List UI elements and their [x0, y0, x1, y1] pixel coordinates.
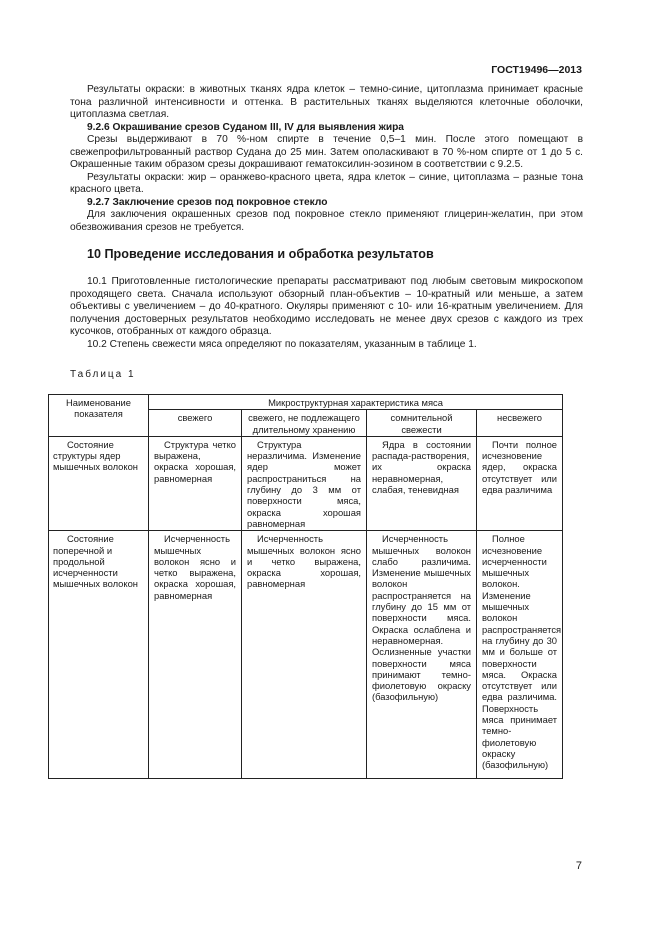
table-caption: Таблица 1 [70, 369, 136, 380]
document-body [53, 84, 583, 779]
table-row [49, 531, 563, 779]
header-fresh: свежего [149, 410, 242, 437]
paragraph-9-2-6-results: Результаты окраски: жир – оранжево-красного цвета, ядра клеток – синие, цитоплазма – разные тона красного цвета. [70, 171, 583, 195]
heading-9-2-6: 9.2.6 Окрашивание срезов Суданом III, IV для выявления жира [87, 121, 404, 133]
paragraph-9-2-7: Для заключения окрашенных срезов под покровное стекло применяют глицерин-желатин, при этом обезвоживания срезов не требуется. [70, 209, 583, 233]
header-doubtful: сомнительной свежести [367, 410, 477, 437]
standard-code: ГОСТ19496—2013 [491, 64, 582, 76]
table-cell: Исчерченность мышечных волокон слабо различима. Изменение мышечных волокон распространяется на глубину до 15 мм от поверхности мяса. Окраска ослаблена и неравномерная. Ослизненные участки поверхности мяса принимают темно-фиолетовую окраску (базофильную) [367, 531, 477, 779]
table-header-row [49, 395, 563, 410]
paragraph-10-2: 10.2 Степень свежести мяса определяют по показателям, указанным в таблице 1. [87, 338, 477, 350]
header-indicator-name: Наименование показателя [49, 395, 149, 437]
freshness-table [48, 394, 563, 779]
paragraph-9-2-6-procedure: Срезы выдерживают в 70 %-ном спирте в течение 0,5–1 мин. После этого помещают в свежепрофильтрованный раствор Судана до 25 мин. Затем ополаскивают в 70 %-ном спирте от 1 до 5 с. Окрашенные таким образом срезы докрашивают гематоксилин-эозином в соответствии с 9.2.5. [70, 134, 583, 170]
header-stale: несвежего [477, 410, 563, 437]
section-10-title: 10 Проведение исследования и обработка результатов [87, 247, 434, 261]
header-fresh-short-storage: свежего, не подлежащего длительному хранению [242, 410, 367, 437]
table-cell: Ядра в состоянии распада-растворения, их окраска неравномерная, слабая, теневидная [367, 436, 477, 530]
header-microstructure: Микроструктурная характеристика мяса [149, 395, 563, 410]
table-row [49, 436, 563, 530]
table-cell: Почти полное исчезновение ядер, окраска отсутствует или едва различима [477, 436, 563, 530]
heading-9-2-7: 9.2.7 Заключение срезов под покровное стекло [87, 196, 328, 208]
paragraph-10-1: 10.1 Приготовленные гистологические препараты рассматривают под любым световым микроскопом проходящего света. Сначала используют обзорный план-объектив – 10-кратный или меньше, а затем объективы с увеличением – до 40-кратного. Окуляры применяют с 10- или 16-кратным увеличением. Для получения достоверных результатов необходимо исследовать не менее двух срезов с каждого из трех кусочков, отобранных от каждого образца. [70, 276, 583, 337]
page-number: 7 [575, 860, 582, 872]
row-name: Состояние поперечной и продольной исчерченности мышечных волокон [49, 531, 149, 779]
row-name: Состояние структуры ядер мышечных волокон [49, 436, 149, 530]
table-cell: Исчерченность мышечных волокон ясно и четко выражена, окраска хорошая, равномерная [149, 531, 242, 779]
paragraph-staining-results: Результаты окраски: в животных тканях ядра клеток – темно-синие, цитоплазма принимает красные тона различной интенсивности и оттенка. В растительных тканях выделяются клеточные оболочки, цитоплазма светлая. [70, 84, 583, 120]
table-cell: Структура четко выражена, окраска хорошая, равномерная [149, 436, 242, 530]
table-cell: Полное исчезновение исчерченности мышечных волокон. Изменение мышечных волокон распространяется на глубину до 30 мм и больше от поверхности мяса. Окраска отсутствует или едва различима. Поверхность мяса принимает темно-фиолетовую окраску (базофильную) [477, 531, 563, 779]
table-cell: Исчерченность мышечных волокон ясно и четко выражена, окраска хорошая, равномерная [242, 531, 367, 779]
table-cell: Структура неразличима. Изменение ядер может распространиться на глубину до 3 мм от поверхности мяса, окраска хорошая равномерная [242, 436, 367, 530]
